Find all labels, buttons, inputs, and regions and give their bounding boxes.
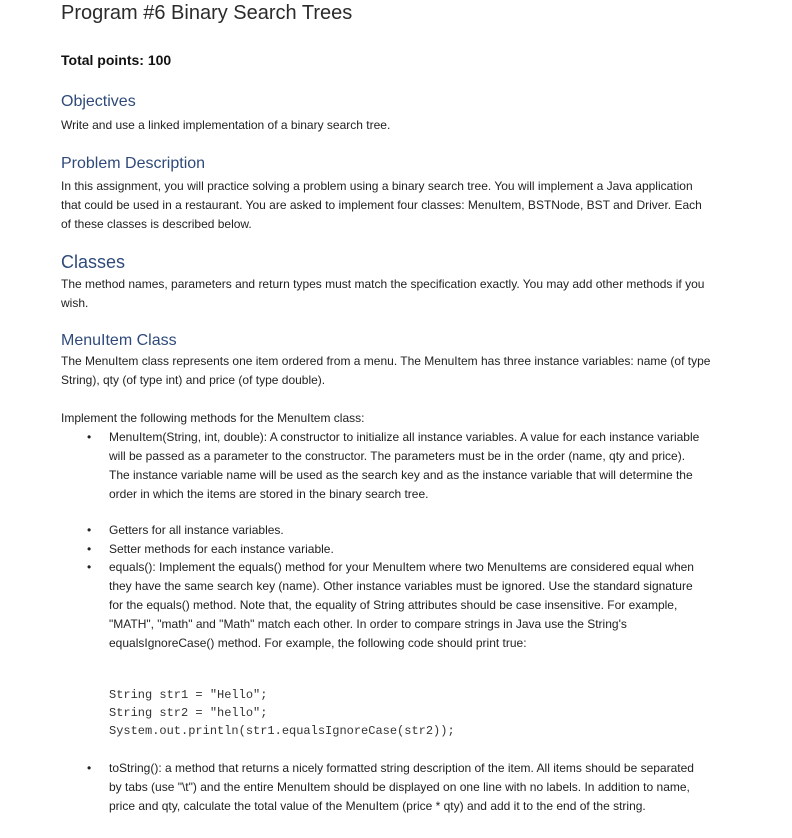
list-item-text: Getters for all instance variables. [109, 523, 284, 537]
page-title: Program #6 Binary Search Trees [61, 2, 353, 24]
list-item-text: toString(): a method that returns a nicely formatted string description of the item. All items should be separated by tabs (use "\t") and the entire MenuItem should be displayed on one line with no labels. In addition to name, price and qty, calculate the total value of the MenuItem (price * qty) and add it to the end of the string. [109, 761, 694, 813]
problem-heading: Problem Description [61, 155, 206, 172]
bullet-icon: • [87, 542, 92, 556]
list-item [87, 540, 705, 559]
classes-heading: Classes [61, 252, 126, 272]
list-item [87, 428, 705, 504]
objectives-heading: Objectives [61, 93, 136, 110]
list-item [87, 558, 705, 653]
list-item-text: Setter methods for each instance variable. [109, 542, 334, 556]
code-line: String str1 = "Hello"; [109, 688, 268, 702]
bullet-icon: • [87, 523, 92, 537]
classes-text: The method names, parameters and return types must match the specification exactly. You may add other methods if you wish. [61, 277, 705, 310]
list-item-text: equals(): Implement the equals() method for your MenuItem where two MenuItems are considered equal when they have the same search key (name). Other instance variables must be ignored. Use the standard signature for the equals() method. Note that, the equality of String attributes should be case insensitive. For example, "MATH", "math" and "Math" match each other. In order to compare strings in Java use the String's equalsIgnoreCase() method. For example, the following code should print true: [109, 560, 694, 650]
code-line: System.out.println(str1.equalsIgnoreCase(str2)); [109, 724, 455, 738]
list-item-text: MenuItem(String, int, double): A constructor to initialize all instance variables. A value for each instance variable will be passed as a parameter to the constructor. The parameters must be in the order (name, qty and price). The instance variable name will be used as the search key and as the instance variable that will determine the order in which the items are stored in the binary search tree. [109, 430, 700, 501]
list-item [87, 759, 705, 816]
menuitem-heading: MenuItem Class [61, 332, 177, 349]
problem-text: In this assignment, you will practice solving a problem using a binary search tree. You will implement a Java application that could be used in a restaurant. You are asked to implement four classes: MenuItem, BSTNode, BST and Driver. Each of these classes is described below. [61, 179, 702, 231]
bullet-icon: • [87, 560, 92, 574]
bullet-icon: • [87, 761, 92, 775]
bullet-icon: • [87, 430, 92, 444]
menuitem-implement-text: Implement the following methods for the MenuItem class: [61, 411, 365, 425]
objectives-text: Write and use a linked implementation of a binary search tree. [61, 118, 391, 132]
code-line: String str2 = "hello"; [109, 706, 268, 720]
total-points: Total points: 100 [61, 52, 172, 68]
list-item [87, 521, 705, 540]
menuitem-intro: The MenuItem class represents one item ordered from a menu. The MenuItem has three instance variables: name (of type String), qty (of type int) and price (of type double). [61, 354, 711, 387]
